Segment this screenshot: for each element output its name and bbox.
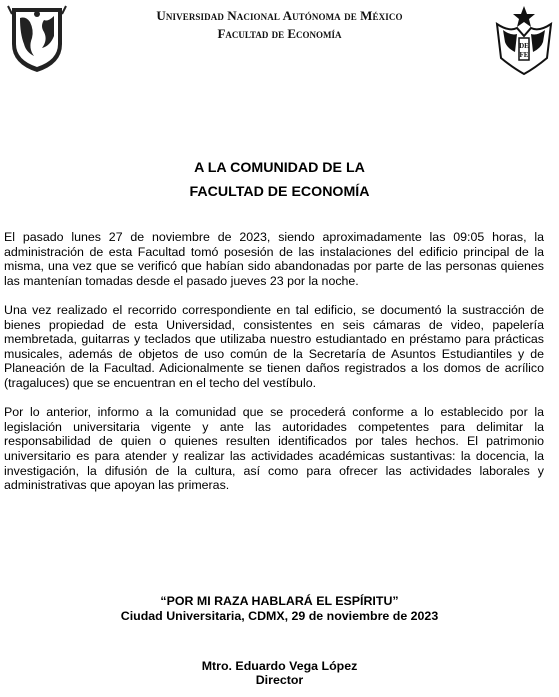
title-line-2: FACULTAD DE ECONOMÍA: [189, 184, 370, 200]
unam-shield-icon: [4, 4, 70, 74]
university-name: Universidad Nacional Autónoma de México: [156, 8, 403, 23]
letterhead: [0, 0, 559, 80]
motto: “POR MI RAZA HABLARÁ EL ESPÍRITU”: [160, 594, 399, 608]
signatory-role: Director: [255, 673, 304, 687]
crest-letters-bottom: FE: [519, 51, 529, 59]
paragraph: Por lo anterior, informo a la comunidad que se procederá conforme a lo establecido por la legislación universitaria vigente y ante las autoridades competentes para delimitar la responsabilidad de quien o quienes resulten identificados por tales hechos. El patrimonio universitario es para atender y realizar las actividades académicas sustantivas: la docencia, la investigación, la difusión de la cultura, así como para ofrecer las actividades laborales y administrativas que apoyan las primeras.: [4, 405, 544, 493]
signature-block: [0, 659, 559, 687]
crest-letters-top: DE: [519, 42, 529, 50]
paragraph: Una vez realizado el recorrido correspondiente en tal edificio, se documentó la sustracción de bienes propiedad de esta Universidad, consistentes en seis cámaras de video, papelería membretada, guitarras y teclados que utilizaba nuestro estudiantado en préstamo para prácticas musicales, además de objetos de uso común de la Secretaría de Asuntos Estudiantiles y de Planeación de la Facultad. Adicionalmente se tienen daños registrados a los domos de acrílico (tragaluces) que se encuentran en el techo del vestíbulo.: [4, 302, 544, 390]
faculty-name: Facultad de Economía: [217, 26, 342, 41]
paragraph: El pasado lunes 27 de noviembre de 2023, siendo aproximadamente las 09:05 horas, la administración de esta Facultad tomó posesión de las instalaciones del edificio principal de la misma, una vez que se verificó que habían sido abandonadas por parte de las personas quienes las mantenían tomadas desde el pasado jueves 23 por la noche.: [4, 230, 544, 288]
title-line-1: A LA COMUNIDAD DE LA: [194, 160, 365, 176]
closing-block: [0, 594, 559, 624]
document-body: [4, 230, 544, 507]
faculty-eagle-crest-icon: [493, 2, 555, 76]
place-date: Ciudad Universitaria, CDMX, 29 de noviembre de 2023: [120, 609, 439, 623]
institution-heading: [90, 8, 469, 41]
signatory-name: Mtro. Eduardo Vega López: [201, 659, 358, 673]
document-title: [0, 156, 559, 204]
